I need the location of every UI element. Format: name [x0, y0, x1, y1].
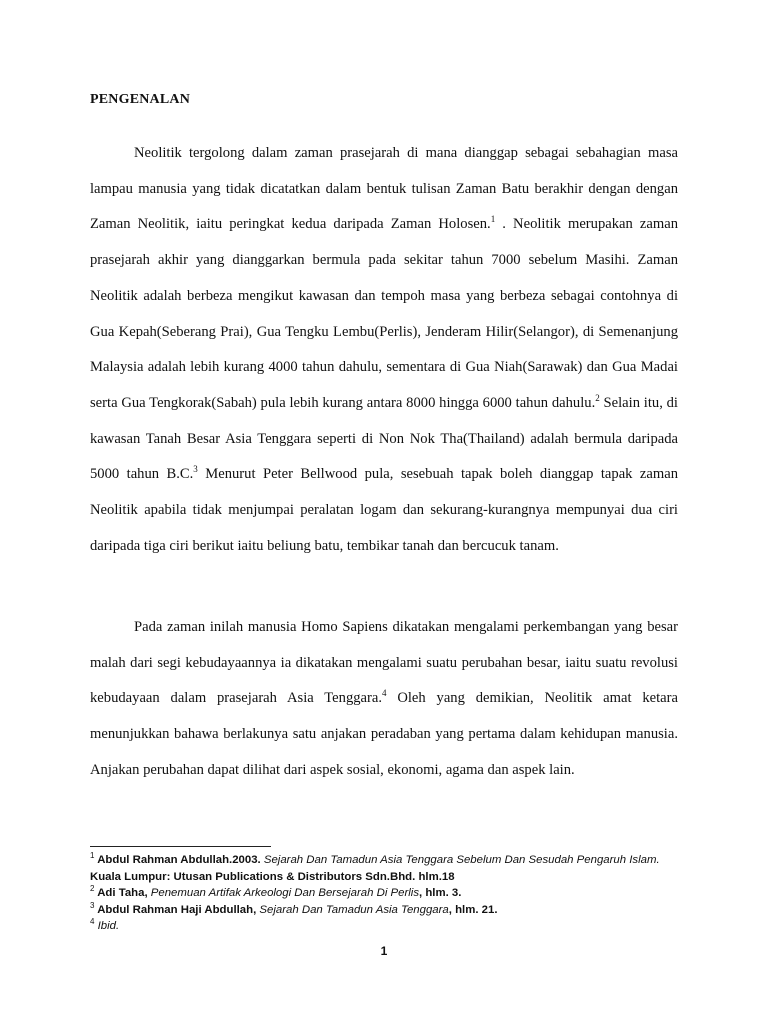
footnote-ref-3[interactable]: 3: [193, 464, 198, 475]
paragraph-2-text-b: Oleh yang demikian, Neolitik amat ketara menunjukkan bahawa berlakunya satu anjakan peradaban yang pertama dalam kehidupan manusia. Anjakan perubahan dapat dilihat dari aspek sosial, ekonomi, agama dan aspek lain.: [90, 690, 678, 778]
footnote-rest: , hlm. 3.: [419, 887, 462, 900]
footnote-rest: Kuala Lumpur: Utusan Publications & Distributors Sdn.Bhd. hlm.18: [90, 870, 455, 883]
footnote-1: [90, 852, 690, 885]
footnote-ref-4[interactable]: 4: [382, 688, 387, 699]
page-number: 1: [380, 944, 388, 958]
paragraph-1-text-b: . Neolitik merupakan zaman prasejarah akhir yang dianggarkan bermula pada sekitar tahun 7000 sebelum Masihi. Zaman Neolitik adalah berbeza mengikut kawasan dan tempoh masa yang berbeza sebagai contohnya di Gua Kepah(Seberang Prai), Gua Tengku Lembu(Perlis), Jenderam Hilir(Selangor), di Semenanjung Malaysia adalah lebih kurang 4000 tahun dahulu, sementara di Gua Niah(Sarawak) dan Gua Madai serta Gua Tengkorak(Sabah) pula lebih kurang antara 8000 hingga 6000 tahun dahulu.: [90, 216, 678, 411]
section-heading: PENGENALAN: [90, 92, 191, 107]
footnotes: [90, 852, 690, 935]
footnote-3: [90, 902, 690, 919]
footnote-title: Sejarah Dan Tamadun Asia Tenggara: [256, 903, 449, 916]
footnote-rest: , hlm. 21.: [448, 903, 498, 916]
footnote-title: Penemuan Artifak Arkeologi Dan Bersejarah Di Perlis: [147, 887, 420, 900]
footnote-2: [90, 885, 690, 902]
footnote-author: Abdul Rahman Haji Abdullah,: [94, 903, 257, 916]
footnote-separator: [90, 846, 271, 847]
paragraph-1-text-d: Menurut Peter Bellwood pula, sesebuah tapak boleh dianggap tapak zaman Neolitik apabila tidak menjumpai peralatan logam dan sekurang-kurangnya mempunyai dua ciri daripada tiga ciri berikut iaitu beliung batu, tembikar tanah dan bercucuk tanam.: [90, 466, 679, 554]
footnote-number: 4: [90, 917, 95, 927]
paragraph-2-text-a: Pada zaman inilah manusia Homo Sapiens dikatakan mengalami perkembangan yang besar malah dari segi kebudayaannya ia dikatakan mengalami suatu perubahan besar, iaitu suatu revolusi kebudayaan dalam prasejarah Asia Tenggara.: [90, 619, 678, 707]
footnote-4: [90, 918, 690, 935]
paragraph-1: [90, 136, 678, 564]
footnote-author: Abdul Rahman Abdullah.2003.: [94, 854, 261, 866]
footnote-title: Sejarah Dan Tamadun Asia Tenggara Sebelum Dan Sesudah Pengaruh Islam.: [260, 854, 660, 866]
footnote-ref-1[interactable]: 1: [490, 214, 496, 225]
footnote-number: 1: [90, 851, 95, 861]
footnote-number: 2: [90, 884, 95, 894]
paragraph-2: [90, 610, 678, 789]
footnote-title: Ibid.: [94, 920, 120, 933]
paragraph-1-text-c: Selain itu, di kawasan Tanah Besar Asia Tenggara seperti di Non Nok Tha(Thailand) adalah bermula daripada 5000 tahun B.C.: [90, 394, 678, 483]
footnote-ref-2[interactable]: 2: [595, 393, 600, 404]
paragraph-1-text-a: Neolitik tergolong dalam zaman prasejarah di mana dianggap sebagai sebahagian masa lampau manusia yang tidak dicatatkan dalam bentuk tulisan Zaman Batu berakhir dengan dengan Zaman Neolitik, iaitu peringkat kedua daripada Zaman Holosen.: [90, 145, 678, 233]
footnote-number: 3: [90, 900, 95, 910]
footnote-author: Adi Taha,: [94, 887, 148, 900]
